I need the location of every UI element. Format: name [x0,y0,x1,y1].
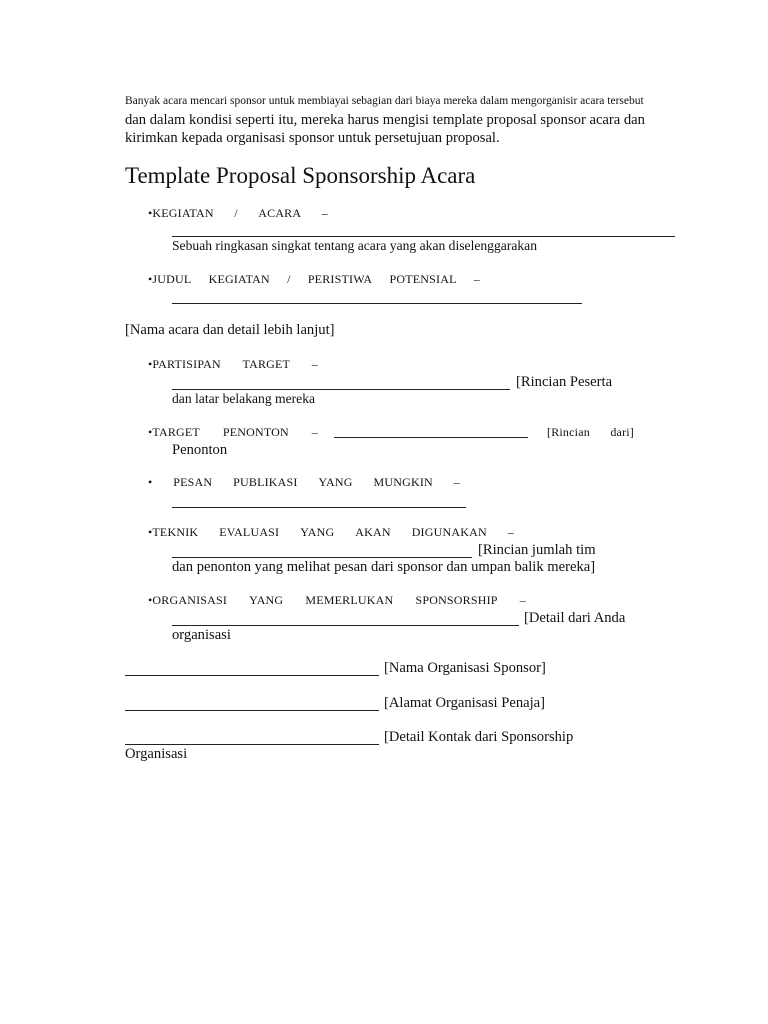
word: POTENSIAL [389,272,457,286]
word: DIGUNAKAN [411,525,487,539]
word: KEGIATAN [208,272,270,286]
word: – [473,272,480,286]
bullet: • [148,475,153,489]
fill-line-organisasi[interactable] [172,625,519,626]
word: PESAN [173,475,213,489]
word: [Rincian [547,425,590,439]
word: •TARGET [148,425,200,439]
word: YANG [300,525,335,539]
word: – [311,357,318,371]
fill-line-pesan[interactable] [172,507,466,508]
item-penonton-note-2: Penonton [172,442,228,458]
word: SPONSORSHIP [415,593,498,607]
item-penonton-note [547,425,634,440]
item-penonton-heading [148,425,318,440]
item-judul-heading [148,272,480,287]
document-title: Template Proposal Sponsorship Acara [125,163,476,188]
word: •TEKNIK [148,525,199,539]
word: •JUDUL [148,272,192,286]
fill-line-penonton[interactable] [334,437,528,438]
item-organisasi-note-2: organisasi [172,627,231,643]
word: – [519,593,526,607]
word: EVALUASI [219,525,280,539]
word: YANG [249,593,284,607]
word: PENONTON [222,425,289,439]
item-partisipan-note: [Rincian Peserta [516,374,613,390]
item-organisasi-heading [148,593,526,608]
word: MEMERLUKAN [305,593,394,607]
fill-line-nama-sponsor[interactable] [125,675,379,676]
item-teknik-note: [Rincian jumlah tim [478,542,596,558]
word: PERISTIWA [307,272,373,286]
alamat-sponsor-label: [Alamat Organisasi Penaja] [384,695,546,711]
fill-line-judul[interactable] [172,303,582,304]
intro-line-3: kirimkan kepada organisasi sponsor untuk persetujuan proposal. [125,130,500,146]
kontak-sponsor-label-2: Organisasi [125,746,188,762]
fill-line-alamat-sponsor[interactable] [125,710,379,711]
nama-acara-note: [Nama acara dan detail lebih lanjut] [125,322,335,338]
word: ACARA [258,206,302,220]
word: – [311,425,318,439]
kontak-sponsor-label: [Detail Kontak dari Sponsorship [384,729,574,745]
word: / [287,272,291,286]
word: YANG [318,475,353,489]
item-kegiatan-heading [148,206,328,221]
word: •ORGANISASI [148,593,228,607]
word: TARGET [242,357,291,371]
word: / [234,206,238,220]
word: – [507,525,514,539]
word: – [453,475,460,489]
word: dari] [610,425,634,439]
word: MUNGKIN [373,475,433,489]
item-organisasi-note: [Detail dari Anda [524,610,626,626]
word: •KEGIATAN [148,206,214,220]
item-partisipan-note-2: dan latar belakang mereka [172,391,316,406]
word: AKAN [355,525,391,539]
item-partisipan-heading [148,357,318,372]
word: PUBLIKASI [233,475,298,489]
fill-line-teknik[interactable] [172,557,472,558]
item-pesan-heading [148,475,460,490]
fill-line-kegiatan[interactable] [172,236,675,237]
fill-line-kontak-sponsor[interactable] [125,744,379,745]
intro-line-2: dan dalam kondisi seperti itu, mereka harus mengisi template proposal sponsor acara dan [125,112,645,128]
item-kegiatan-note: Sebuah ringkasan singkat tentang acara yang akan diselenggarakan [172,238,538,253]
item-teknik-note-2: dan penonton yang melihat pesan dari sponsor dan umpan balik mereka] [172,559,596,575]
intro-line-1: Banyak acara mencari sponsor untuk membiayai sebagian dari biaya mereka dalam mengorganisir acara tersebut [125,95,644,107]
word: – [321,206,328,220]
nama-sponsor-label: [Nama Organisasi Sponsor] [384,660,546,676]
fill-line-partisipan[interactable] [172,389,510,390]
item-teknik-heading [148,525,514,540]
word: •PARTISIPAN [148,357,221,371]
